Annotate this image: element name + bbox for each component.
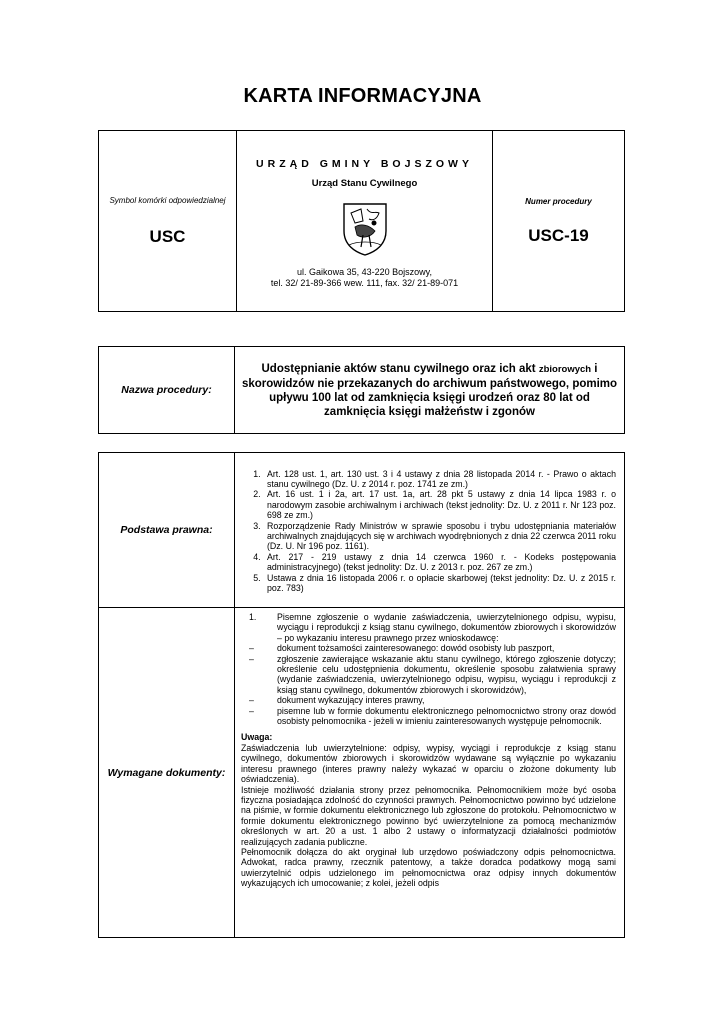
item-number: 1. — [249, 612, 257, 622]
list-item — [241, 643, 616, 653]
legal-basis-cell — [235, 453, 625, 608]
office-subtitle: Urząd Stanu Cywilnego — [311, 177, 418, 189]
legal-basis-item: 4. Art. 217 - 219 ustawy z dnia 14 czerwca 1960 r. - Kodeks postępowania administracyjnego) (tekst jednolity: Dz. U. z 2013 r. poz. 267 ze zm.) — [263, 552, 616, 573]
procedure-name-part1: Udostępnianie aktów stanu cywilnego oraz ich akt — [261, 362, 539, 375]
uwaga-paragraph: Pełnomocnik dołącza do akt oryginał lub urzędowo poświadczony odpis pełnomocnictwa. Adwokat, radca prawny, rzecznik patentowy, a także doradca podatkowy mogą sami uwierzytelnić odpis udzielonego im pełnomocnictwa oraz odpisy innych dokumentów wykazujących ich umocowanie; z kolei, jeżeli odpis — [241, 846, 616, 889]
item-text: dokument wykazujący interes prawny, — [277, 695, 425, 706]
legal-basis-item: 1. Art. 128 ust. 1, art. 130 ust. 3 i 4 ustawy z dnia 28 listopada 2014 r. - Prawo o aktach stanu cywilnego (Dz. U. z 2014 r. poz. 1741 ze zm.) — [263, 469, 616, 490]
page-title: KARTA INFORMACYJNA — [243, 85, 482, 107]
list-item — [241, 706, 616, 727]
legal-basis-list — [241, 469, 616, 594]
item-text: Pisemne zgłoszenie o wydanie zaświadczenia, uwierzytelnionego odpisu, wypisu, wyciągu i reprodukcji z ksiąg stanu cywilnego, dokumentów zbiorowych i skorowidzów – po wykazaniu interesu prawnego przez wnioskodawcę: — [277, 612, 616, 643]
details-table — [98, 452, 625, 938]
numer-value: USC-19 — [528, 225, 589, 245]
procedure-name — [235, 362, 624, 419]
office-cell — [237, 131, 493, 312]
coat-of-arms-icon — [341, 201, 389, 257]
procedure-name-cell — [235, 347, 625, 434]
uwaga-paragraph: Istnieje możliwość działania strony przez pełnomocnika. Pełnomocnikiem może być osoba fizyczna posiadająca zdolność do czynności prawnych. Pełnomocnictwo powinno być udzielone na piśmie, w formie dokumentu elektronicznego lub zgłoszone do protokołu. Pełnomocnictwo w formie dokumentu elektronicznego powinno być uwierzytelnione za pomocą mechanizmów określonych w art. 20 a ust. 1 albo 2 ustawy o informatyzacji działalności podmiotów realizujących zadania publiczne. — [241, 784, 616, 847]
numer-label: Numer procedury — [525, 196, 592, 206]
legal-basis-label: Podstawa prawna: — [99, 453, 235, 608]
list-item — [241, 612, 616, 643]
required-docs-cell — [235, 608, 625, 938]
address-line-2: tel. 32/ 21-89-366 wew. 111, fax. 32/ 21-89-071 — [270, 277, 459, 288]
symbol-label: Symbol komórki odpowiedzialnej — [109, 195, 226, 205]
list-item — [241, 654, 616, 696]
required-docs-label: Wymagane dokumenty: — [99, 608, 235, 938]
item-text: pisemne lub w formie dokumentu elektronicznego pełnomocnictwo strony oraz dowód osobisty pełnomocnika - jeżeli w imieniu zainteresowanych występuje pełnomocnik. — [277, 705, 616, 727]
office-name: URZĄD GMINY BOJSZOWY — [256, 157, 473, 170]
procedure-name-small: zbiorowych — [538, 363, 592, 375]
dash-bullet: – — [249, 653, 254, 664]
uwaga-body — [241, 743, 616, 889]
procedure-name-table — [98, 346, 625, 434]
dash-bullet: – — [249, 643, 254, 654]
header-table — [98, 130, 625, 312]
sub-items-list — [241, 643, 616, 726]
symbol-cell — [99, 131, 237, 312]
legal-basis-item: 5. Ustawa z dnia 16 listopada 2006 r. o opłacie skarbowej (tekst jednolity: Dz. U. z 2015 r. poz. 783) — [263, 573, 616, 594]
dash-bullet: – — [249, 705, 254, 716]
item-text: zgłoszenie zawierające wskazanie aktu stanu cywilnego, którego zgłoszenie dotyczy; określenie celu udostępnienia dokumentu, określenie sposobu załatwienia sprawy (wydanie zaświadczenia, uwierzytelnionego odpisu, wypisu, wyciągu i reprodukcji z ksiąg stanu cywilnego, dokumentów zbiorowych i skorowidzów), — [277, 653, 616, 695]
dash-bullet: – — [249, 695, 254, 706]
procedure-name-part2: i skorowidzów nie przekazanych do archiwum państwowego, pomimo upływu 100 lat od zamknięcia księgi urodzeń oraz 80 lat od zamknięcia księgi małżeństw i zgonów — [241, 362, 618, 418]
uwaga-heading: Uwaga: — [241, 732, 273, 743]
list-item — [241, 695, 616, 705]
procedure-label: Nazwa procedury: — [99, 347, 235, 434]
legal-basis-item: 3. Rozporządzenie Rady Ministrów w sprawie sposobu i trybu udostępniania materiałów archiwalnych znajdujących się w archiwach wyodrębnionych z dnia 22 czerwca 2011 roku (Dz. U. Nr 196 poz. 1161). — [263, 521, 616, 552]
numer-cell — [493, 131, 625, 312]
item-text: dokument tożsamości zainteresowanego: dowód osobisty lub paszport, — [277, 643, 555, 654]
address-line-1: ul. Gaikowa 35, 43-220 Bojszowy, — [297, 266, 432, 277]
uwaga-paragraph: Zaświadczenia lub uwierzytelnione: odpisy, wypisy, wyciągi i reprodukcje z ksiąg stanu cywilnego, dokumentów zbiorowych i skorowidzów wydawane są wyłącznie po wykazaniu interesu prawnego (interes prawny należy wykazać w oparciu o złożone dokumenty lub oświadczenia). — [241, 742, 616, 785]
symbol-value: USC — [149, 226, 186, 246]
legal-basis-item: 2. Art. 16 ust. 1 i 2a, art. 17 ust. 1a, art. 28 pkt 5 ustawy z dnia 14 lipca 1983 r. o narodowym zasobie archiwalnym i archiwach (tekst jednolity: Dz. U. z 2011 r. Nr 123 poz. 698 ze zm.) — [263, 489, 616, 520]
